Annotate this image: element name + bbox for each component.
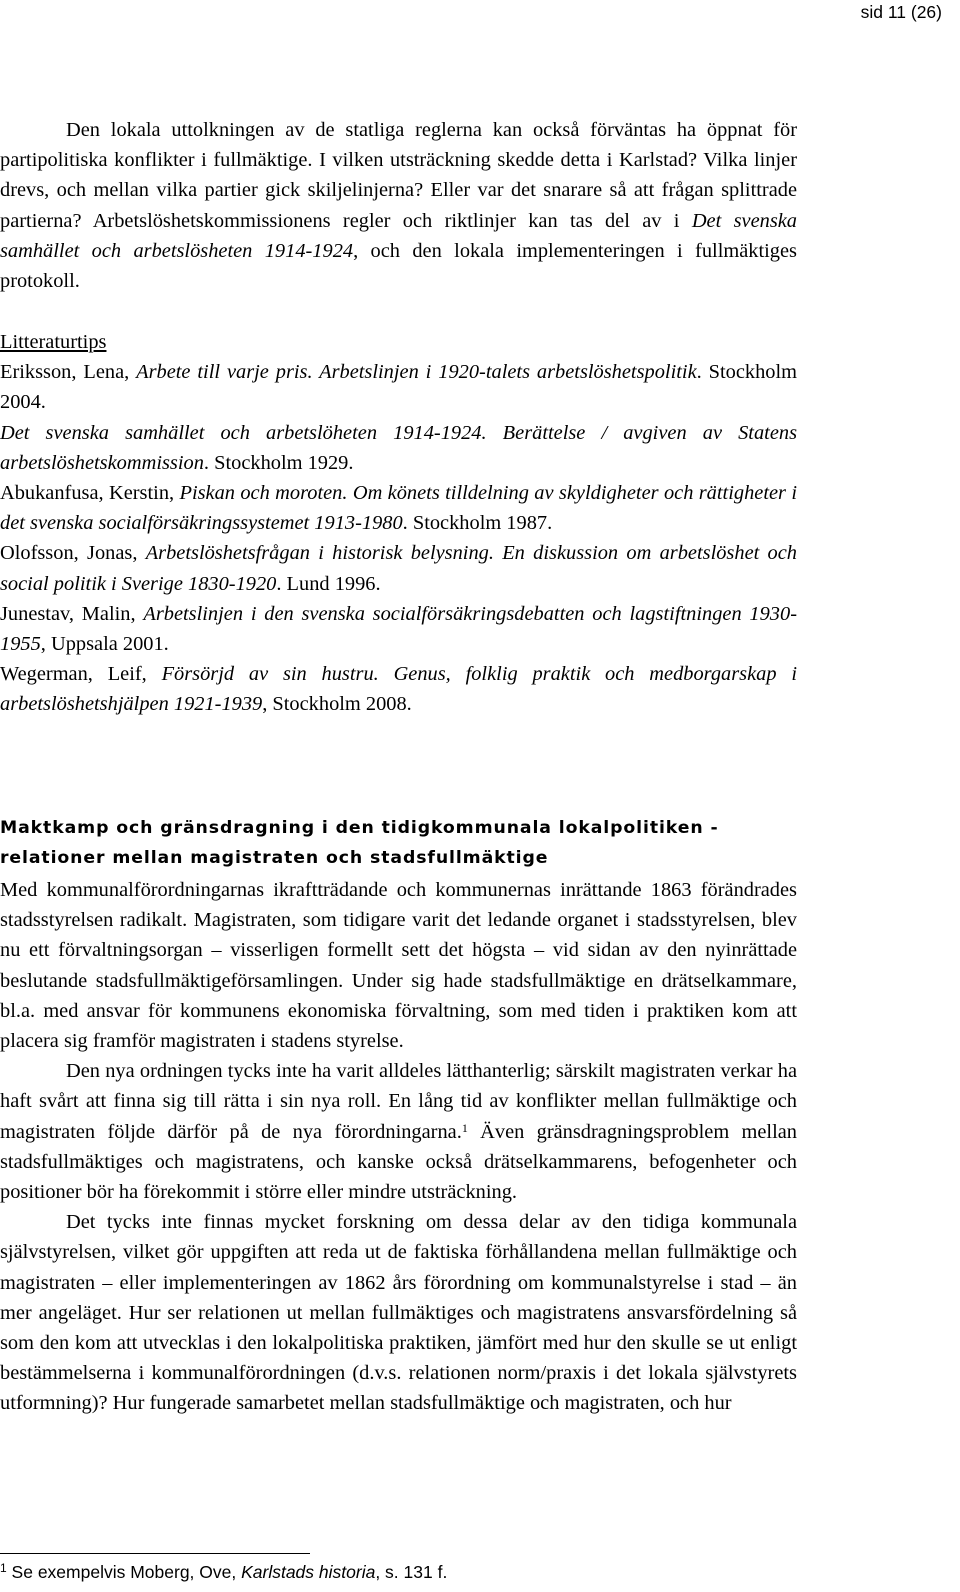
entry-author: Eriksson, Lena, [0,361,137,384]
paragraph-text: Den nya ordningen tycks inte ha varit alldeles lätthanterlig; särskilt magistraten verkar ha haft svårt att finna sig till rätta i sin nya roll. En lång tid av konflikter mellan fullmäktige och magistraten följde därför på de nya förordningarna. [0,1060,797,1143]
footnote-text-end: , s. 131 f. [375,1562,448,1582]
paragraph-text: Även gränsdragningsproblem mellan stadsfullmäktiges och magistratens, och kanske också drätselkammarens, befogenheter och positioner bör ha förekommit i större eller mindre utsträckning. [0,1120,797,1204]
entry-author: Olofsson, Jonas, [0,542,146,565]
footnote [0,1561,447,1583]
entry-title: Försörjd av sin hustru. Genus, folklig praktik och medborgarskap i arbetslöshetshjälpen 1921-1939 [0,663,798,716]
intro-paragraph [0,115,797,296]
literature-entry [0,478,797,538]
footnote-italic-title: Karlstads historia [241,1562,376,1582]
section-heading: Maktkamp och gränsdragning i den tidigkommunala lokalpolitiken - relationer mellan magistraten och stadsfullmäktige [0,818,719,868]
entry-author: Junestav, Malin, [0,602,144,625]
entry-title: Arbetslöshetsfrågan i historisk belysning. En diskussion om arbetslöshet och social politik i Sverige 1830-1920 [0,542,797,595]
entry-title: Det svenska samhället och arbetslöheten 1914-1924. Berättelse / avgiven av Statens arbetslöshetskommission [0,421,797,474]
entry-publication: , Uppsala 2001. [40,633,169,656]
entry-publication: . Stockholm 1987. [402,512,553,535]
footnote-divider [0,1553,310,1554]
footnote-text: Se exempelvis Moberg, Ove, [6,1562,242,1582]
section-paragraph: Det tycks inte finnas mycket forskning om dessa delar av den tidiga kommunala självstyrelsen, vilket gör uppgiften att reda ut de faktiska förhållandena mellan fullmäktige och magistraten – eller implementeringen av 1862 års förordning om kommunalstyrelse i stad – än mer angeläget. Hur ser relationen ut mellan fullmäktiges och magistratens ansvarsfördelning så som den kom att utvecklas i den lokalpolitiska praktiken, jämfört med hur den skulle se ut enligt bestämmelserna i kommunalförordningen (d.v.s. relationen norm/praxis i det lokala självstyrets utformning)? Hur fungerade samarbetet mellan stadsfullmäktige och magistraten, och hur [0,1211,797,1415]
footnote-number: 1 [0,1561,7,1575]
literature-entry [0,418,797,478]
section-paragraph [0,1056,797,1207]
entry-title: Piskan och moroten. Om könets tilldelning av skyldigheter och rättigheter i det svenska socialförsäkringssystemet 1913-1980 [0,482,798,535]
intro-italic-title: Det svenska samhället och arbetslösheten 1914-1924 [0,209,797,262]
literature-entry [0,538,797,598]
intro-text-end: , och den lokala implementeringen i fullmäktiges protokoll. [0,239,797,293]
literature-entry [0,599,797,659]
literature-tips [0,327,797,720]
entry-publication: . Stockholm 2004. [0,361,798,414]
entry-publication: , Stockholm 2008. [262,693,412,716]
entry-title: Arbetslinjen i den svenska socialförsäkringsdebatten och lagstiftningen 1930-1955 [0,602,797,656]
literature-entry [0,357,797,417]
literature-entry [0,659,797,719]
intro-text: Den lokala uttolkningen av de statliga reglerna kan också förväntas ha öppnat för partipolitiska konflikter i fullmäktige. I vilken utsträckning skedde detta i Karlstad? Vilka linjer drevs, och mellan vilka partier gick skiljelinjerna? Eller var det snarare så att frågan splittrade partierna? Arbetslöshetskommissionens regler och riktlinjer kan tas del av i [0,119,797,232]
entry-publication: . Stockholm 1929. [203,451,354,474]
section-body [0,875,797,1419]
entry-title: Arbete till varje pris. Arbetslinjen i 1920-talets arbetslöshetspolitik [136,361,697,384]
literature-heading: Litteraturtips [0,331,107,353]
entry-author: Wegerman, Leif, [0,663,162,686]
entry-publication: . Lund 1996. [276,572,381,595]
page-number: sid 11 (26) [860,2,942,22]
section-paragraph: Med kommunalförordningarnas ikraftträdande och kommunernas inrättande 1863 förändrades stadsstyrelsen radikalt. Magistraten, som tidigare varit det ledande organet i stadsstyrelsen, blev nu ett förvaltningsorgan – visserligen formellt sett det högsta – vid sidan av den nyinrättade beslutande stadsfullmäktigeförsamlingen. Under sig hade stadsfullmäktige en drätselkammare, bl.a. med ansvar för kommunens ekonomiska förvaltning, som med tiden i praktiken kom att placera sig framför magistraten i stadens styrelse. [0,879,797,1053]
footnote-reference[interactable]: 1 [461,1120,468,1135]
entry-author: Abukanfusa, Kerstin, [0,482,180,505]
